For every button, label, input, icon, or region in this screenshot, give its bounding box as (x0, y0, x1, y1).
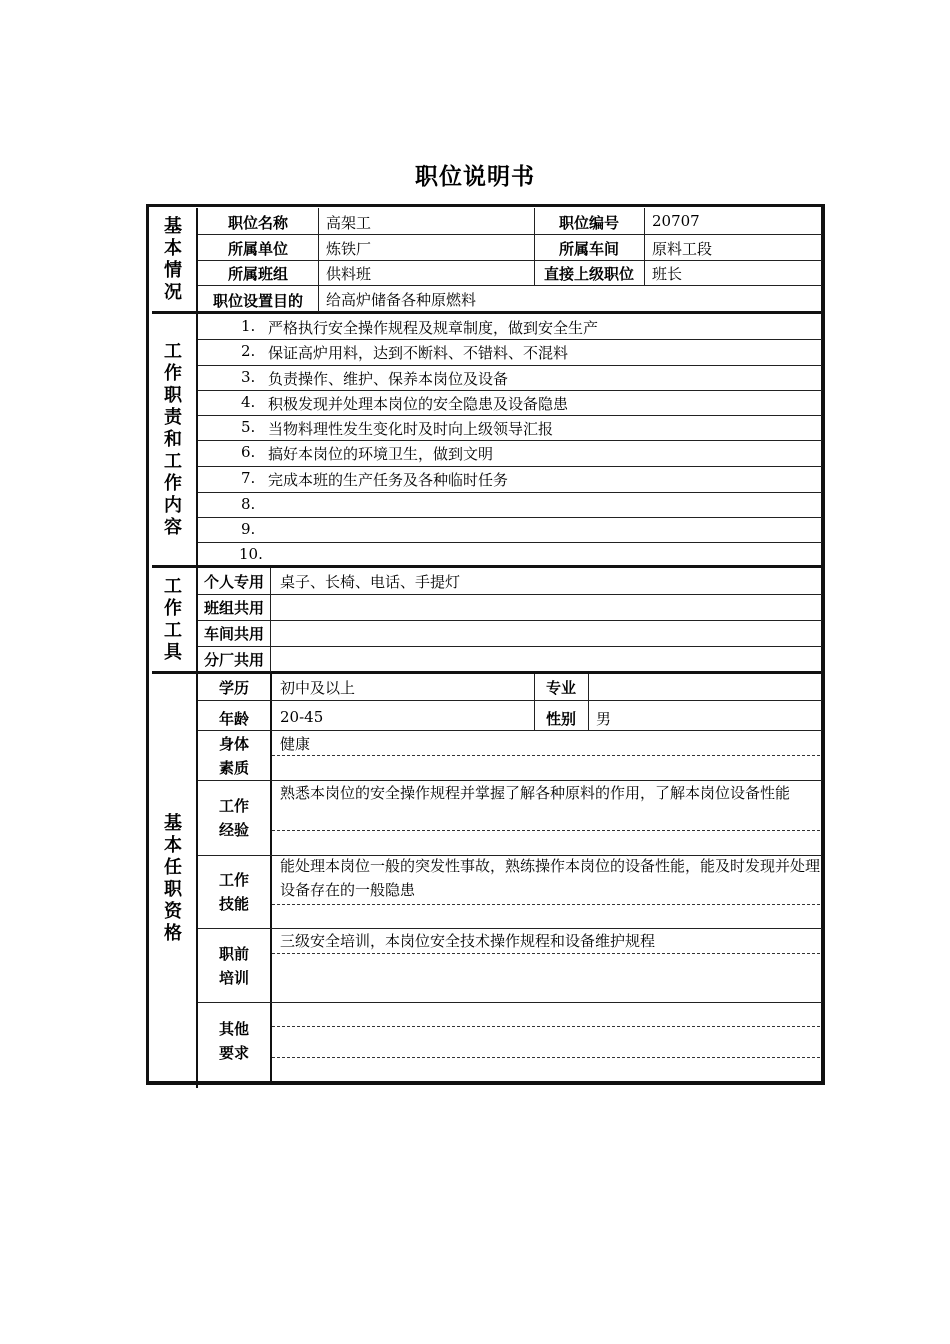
row-line (198, 594, 822, 595)
dashed-writing-line (272, 830, 820, 831)
section-separator (152, 565, 822, 568)
duty-text: 积极发现并处理本岗位的安全隐患及设备隐患 (268, 395, 569, 413)
other-label-line1: 其他 (218, 1020, 249, 1038)
section-qualifications-text (164, 813, 182, 945)
section-label-char: 职 (164, 385, 182, 406)
duty-text: 负责操作、维护、保养本岗位及设备 (268, 370, 509, 388)
duty-text: 当物料理性发生变化时及时向上级领导汇报 (268, 420, 554, 438)
section-label-char: 格 (164, 923, 182, 944)
training-label-line2: 培训 (218, 968, 249, 987)
experience-label-line1: 工作 (218, 797, 249, 815)
health-label-line1: 身体 (218, 734, 249, 753)
experience-value: 熟悉本岗位的安全操作规程并掌握了解各种原料的作用，了解本岗位设备性能 (280, 784, 791, 802)
row-line (198, 285, 822, 286)
age-value: 20-45 (280, 708, 324, 726)
duty-text: 搞好本岗位的环境卫生，做到文明 (268, 445, 494, 463)
section-separator (152, 311, 822, 314)
health-value: 健康 (280, 735, 311, 753)
col-line (588, 674, 589, 730)
section-label-char: 责 (164, 407, 182, 428)
unit-value: 炼铁厂 (326, 240, 372, 258)
skills-value: 能处理本岗位一般的突发性事故，熟练操作本岗位的设备性能，能及时发现并处理设备存在的一般隐患 (280, 857, 821, 899)
health-label (198, 731, 270, 780)
supervisor-value: 班长 (652, 265, 683, 283)
row-line (198, 365, 822, 366)
gender-value: 男 (596, 710, 612, 728)
dashed-writing-line (272, 1026, 820, 1027)
row-line (198, 390, 822, 391)
dashed-writing-line (272, 953, 820, 954)
section-label-char: 资 (164, 901, 182, 922)
section-label-char: 职 (164, 879, 182, 900)
other-label (198, 1003, 270, 1079)
purpose-label: 职位设置目的 (212, 292, 303, 310)
section-basic-label (150, 208, 196, 312)
dashed-writing-line (272, 755, 820, 756)
col-line (318, 208, 319, 312)
section-label-char: 具 (164, 642, 182, 663)
purpose-value: 给高炉储备各种原燃料 (326, 291, 477, 309)
duty-text: 保证高炉用料，达到不断料、不错料、不混料 (268, 344, 569, 362)
row-line (198, 260, 822, 261)
section-label-char: 内 (164, 495, 182, 516)
section-label-char: 况 (164, 282, 182, 303)
row-line (198, 1002, 822, 1003)
duty-number: 3. (241, 368, 256, 386)
skills-label-line2: 技能 (218, 895, 249, 913)
section-label-char: 作 (164, 473, 182, 494)
duty-text: 完成本班的生产任务及各种临时任务 (268, 471, 509, 489)
section-qualifications-label (150, 674, 196, 1084)
section-label-char: 基 (164, 813, 182, 834)
dashed-writing-line (272, 1057, 820, 1058)
section-label-char: 工 (164, 341, 182, 362)
skills-label (198, 856, 270, 928)
training-value: 三级安全培训，本岗位安全技术操作规程和设备维护规程 (280, 932, 656, 950)
tool-scope-label: 个人专用 (203, 573, 264, 591)
row-line (198, 415, 822, 416)
section-duties-text (164, 341, 182, 539)
unit-label: 所属单位 (227, 240, 288, 258)
workshop-value: 原料工段 (652, 240, 713, 258)
section-label-char: 本 (164, 238, 182, 259)
section-tools-label (150, 568, 196, 672)
section-label-char: 容 (164, 517, 182, 538)
duty-number: 1. (241, 317, 256, 335)
col-line (270, 674, 272, 1084)
other-label-line2: 要求 (218, 1044, 249, 1062)
gender-label: 性别 (545, 710, 576, 728)
duty-number: 4. (241, 393, 256, 411)
row-line (198, 620, 822, 621)
section-separator (152, 671, 822, 674)
row-line (198, 542, 822, 543)
position-code-value: 20707 (652, 212, 700, 230)
section-basic-text (164, 216, 182, 304)
duty-number: 8. (241, 495, 256, 513)
experience-label-line2: 经验 (218, 821, 249, 839)
section-label-char: 工 (164, 620, 182, 641)
experience-label (198, 781, 270, 855)
section-tools-text (164, 576, 182, 664)
section-label-char: 任 (164, 857, 182, 878)
row-line (198, 700, 822, 701)
row-line (198, 466, 822, 467)
major-label: 专业 (545, 679, 576, 697)
duty-number: 7. (241, 469, 256, 487)
tool-scope-label: 班组共用 (203, 599, 264, 617)
row-line (198, 646, 822, 647)
tool-scope-value: 桌子、长椅、电话、手提灯 (280, 573, 461, 591)
section-label-char: 本 (164, 835, 182, 856)
dashed-writing-line (272, 904, 820, 905)
position-name-label: 职位名称 (227, 214, 288, 232)
team-label: 所属班组 (227, 265, 288, 283)
row-line (198, 730, 822, 731)
section-label-char: 工 (164, 451, 182, 472)
row-line (198, 339, 822, 340)
section-duties-label (150, 314, 196, 566)
position-code-label: 职位编号 (558, 214, 619, 232)
row-line (198, 234, 822, 235)
duty-number: 2. (241, 342, 256, 360)
duty-number: 5. (241, 418, 256, 436)
row-line (198, 440, 822, 441)
section-label-char: 作 (164, 598, 182, 619)
education-value: 初中及以上 (280, 679, 356, 697)
section-label-char: 情 (164, 260, 182, 281)
section-label-char: 工 (164, 576, 182, 597)
duty-text: 严格执行安全操作规程及规章制度，做到安全生产 (268, 319, 599, 337)
education-label: 学历 (218, 679, 249, 697)
duty-number: 6. (241, 443, 256, 461)
tool-scope-label: 分厂共用 (203, 651, 264, 669)
age-label: 年龄 (218, 710, 249, 728)
row-line (198, 492, 822, 493)
team-value: 供料班 (326, 265, 372, 283)
col-line (644, 208, 645, 286)
training-label (198, 929, 270, 1002)
row-line (198, 517, 822, 518)
workshop-label: 所属车间 (558, 240, 619, 258)
supervisor-label: 直接上级职位 (543, 265, 634, 283)
position-name-value: 高架工 (326, 214, 372, 232)
tool-scope-label: 车间共用 (203, 625, 264, 643)
duty-number: 10. (239, 545, 263, 563)
section-label-char: 和 (164, 429, 182, 450)
skills-label-line1: 工作 (218, 871, 249, 889)
page-title: 职位说明书 (415, 164, 535, 190)
section-label-char: 作 (164, 363, 182, 384)
row-line (198, 1082, 270, 1084)
training-label-line1: 职前 (218, 944, 249, 963)
section-label-char: 基 (164, 216, 182, 237)
duty-number: 9. (241, 520, 256, 538)
health-label-line2: 素质 (218, 758, 249, 777)
